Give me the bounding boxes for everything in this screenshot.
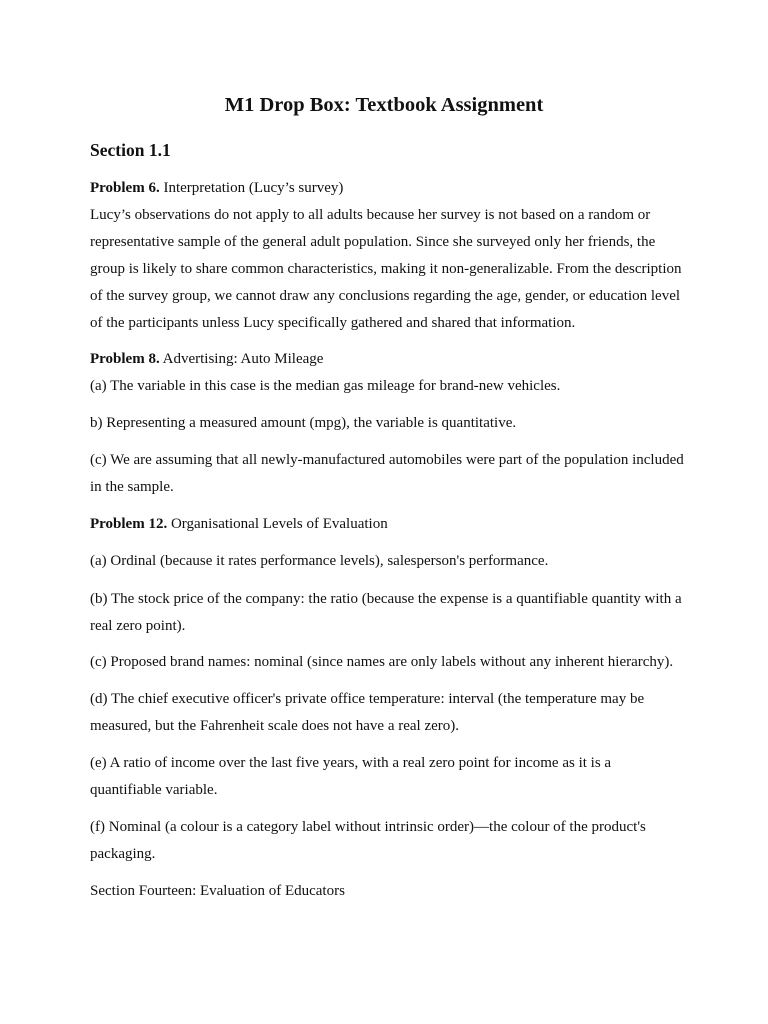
problem-6-heading <box>90 175 686 202</box>
closing-section-line: Section Fourteen: Evaluation of Educators <box>90 883 345 899</box>
problem-12-heading <box>90 511 686 538</box>
document-title: M1 Drop Box: Textbook Assignment <box>224 94 544 116</box>
problem-12-part-a: (a) Ordinal (because it rates performance levels), salesperson's performance. <box>90 553 549 569</box>
problem-12-part-e: (e) A ratio of income over the last five years, with a real zero point for income as it is a quantifiable variable. <box>90 755 612 798</box>
problem-6-topic: Interpretation (Lucy’s survey) <box>159 180 344 196</box>
problem-12-topic: Organisational Levels of Evaluation <box>167 516 388 532</box>
problem-12-part-c: (c) Proposed brand names: nominal (since names are only labels without any inherent hierarchy). <box>90 654 674 670</box>
problem-8-topic: Advertising: Auto Mileage <box>159 351 324 367</box>
problem-12-part-f: (f) Nominal (a colour is a category label without intrinsic order)—the colour of the product's packaging. <box>90 819 646 862</box>
problem-12-part-d: (d) The chief executive officer's private office temperature: interval (the temperature may be measured, but the Fahrenheit scale does not have a real zero). <box>90 691 645 734</box>
problem-8-label: Problem 8. <box>90 351 160 367</box>
section-heading: Section 1.1 <box>90 140 171 160</box>
problem-12-label: Problem 12. <box>90 516 168 532</box>
problem-6-label: Problem 6. <box>90 180 160 196</box>
problem-8-heading <box>90 346 686 373</box>
problem-6-answer: Lucy’s observations do not apply to all adults because her survey is not based on a random or representative sample of the general adult population. Since she surveyed only her friends, the group is likely to share common characteristics, making it non-generalizable. From the description of the survey group, we cannot draw any conclusions regarding the age, gender, or education level of the participants unless Lucy specifically gathered and shared that information. <box>90 207 682 331</box>
problem-8-part-a: (a) The variable in this case is the median gas mileage for brand-new vehicles. <box>90 378 561 394</box>
problem-12-part-b: (b) The stock price of the company: the ratio (because the expense is a quantifiable quantity with a real zero point). <box>90 591 682 634</box>
problem-8-part-c: (c) We are assuming that all newly-manufactured automobiles were part of the population included in the sample. <box>90 452 684 495</box>
problem-8-part-b: b) Representing a measured amount (mpg), the variable is quantitative. <box>90 415 517 431</box>
